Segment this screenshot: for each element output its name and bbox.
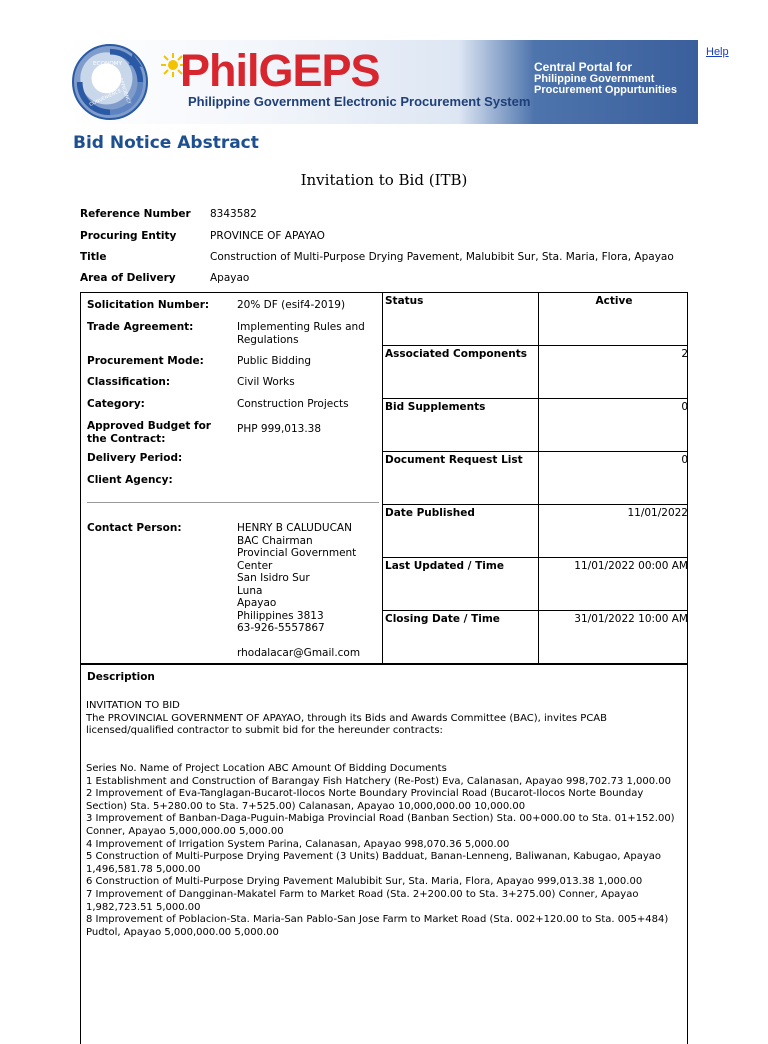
description-line: INVITATION TO BID — [86, 700, 180, 711]
status-badge: Active — [595, 295, 633, 307]
category-value: Construction Projects — [237, 398, 349, 410]
description-section — [80, 664, 688, 1044]
bid-supplements-value: 0 — [681, 401, 688, 413]
description-line: Series No. Name of Project Location ABC Amount Of Bidding Documents — [86, 762, 447, 774]
associated-components-value: 2 — [681, 348, 688, 360]
description-line: 1 Establishment and Construction of Barangay Fish Hatchery (Re-Post) Eva, Calanasan, Apayao 998,702.73 1,000.00 — [86, 775, 672, 787]
banner-tagline: Philippine Government Electronic Procurement System — [188, 94, 531, 109]
closing-date-value: 31/01/2022 10:00 AM — [574, 613, 688, 625]
date-published-cell: Date Published 11/01/2022 — [382, 505, 688, 558]
description-line: The PROVINCIAL GOVERNMENT OF APAYAO, through its Bids and Awards Committee (BAC), invites PCAB licensed/qualified contractor to submit bid for the hereunder contracts: — [86, 712, 611, 737]
procurement-mode-value: Public Bidding — [237, 355, 312, 367]
document-request-cell: Document Request List 0 — [382, 452, 688, 505]
description-line: 4 Improvement of Irrigation System Parina, Calanasan, Apayao 998,070.36 5,000.00 — [86, 838, 510, 850]
ring-word-efficiency: EFFICIENCY — [117, 77, 132, 106]
philgeps-banner — [68, 40, 698, 124]
date-published-value: 11/01/2022 — [627, 507, 688, 519]
solicitation-value: 20% DF (esif4-2019) — [237, 299, 346, 311]
description-line: 8 Improvement of Poblacion-Sta. Maria-San Pablo-San Jose Farm to Market Road (Sta. 002+120.00 to Sta. 005+484) Pudtol, Apayao 5,000,000.00 5,000.00 — [86, 914, 672, 938]
help-link[interactable]: Help — [706, 46, 729, 58]
classification-value: Civil Works — [237, 376, 295, 388]
approved-budget-value: PHP 999,013.38 — [237, 423, 322, 435]
philgeps-seal-logo — [72, 44, 148, 120]
arrow-ring-icon — [74, 46, 146, 118]
document-request-value: 0 — [681, 454, 688, 466]
notice-type-heading: Invitation to Bid (ITB) — [300, 171, 468, 189]
associated-components-cell: Associated Components 2 — [382, 346, 688, 399]
philgeps-wordmark: PhilGEPS — [180, 45, 380, 96]
divider — [87, 502, 379, 503]
closing-date-cell: Closing Date / Time 31/01/2022 10:00 AM — [382, 611, 688, 664]
area-of-delivery-value: Apayao — [210, 272, 250, 284]
details-left-column: Solicitation Number: 20% DF (esif4-2019) Trade Agreement: Implementing Rules and Regulations Procurement Mode: Public Bidding Classification: Civil Works Category: Construction Projects Approved Budget for the Contract: PHP 999,013.38 Delivery Period: Client Agency: Contact Person: HENRY B CALUDUCAN BAC Chairman Provincial Government Center San Isidro Sur Luna Apayao Philippines 3813 63-926-5557867 rhodalacar@Gmail.com — [81, 293, 382, 663]
ring-word-economy: ECONOMY — [92, 60, 123, 67]
description-line: 3 Improvement of Banban-Daga-Puguin-Mabiga Provincial Road (Banban Section) Sta. 00+000.00 to Sta. 01+152.00) Conner, Apayao 5,000,000.00 5,000.00 — [86, 813, 678, 837]
bid-supplements-cell: Bid Supplements 0 — [382, 399, 688, 452]
trade-agreement-value: Implementing Rules and Regulations — [237, 321, 365, 346]
portal-caption: Central Portal for Philippine Government Procurement Oppurtunities — [534, 60, 678, 96]
last-updated-value: 11/01/2022 00:00 AM — [574, 560, 688, 572]
title-value: Construction of Multi-Purpose Drying Pavement, Malubibit Sur, Sta. Maria, Flora, Apayao — [210, 251, 674, 263]
status-cell: Status Active — [382, 293, 688, 346]
contact-person-value: HENRY B CALUDUCAN BAC Chairman Provincial Government Center San Isidro Sur Luna Apayao Philippines 3813 63-926-5557867 rhodalacar@Gmail.com — [237, 522, 377, 660]
description-line: 2 Improvement of Eva-Tanglagan-Bucarot-Ilocos Norte Boundary Provincial Road (Bucarot-Ilocos Norte Bounday Section) Sta. 5+280.00 to Sta. 7+525.00) Calanasan, Apayao 10,000,000.00 10,000.00 — [86, 788, 647, 812]
description-line: 7 Improvement of Dangginan-Makatel Farm to Market Road (Sta. 2+200.00 to Sta. 3+275.00) Conner, Apayao 1,982,723.51 5,000.00 — [86, 888, 642, 913]
description-line: 5 Construction of Multi-Purpose Drying Pavement (3 Units) Badduat, Banan-Lenneng, Baliwanan, Kabugao, Apayao 1,496,581.78 5,000.00 — [86, 851, 665, 875]
description-text — [86, 700, 686, 939]
procuring-entity-value: PROVINCE OF APAYAO — [210, 230, 325, 242]
details-table — [80, 292, 688, 664]
status-panel — [382, 293, 688, 663]
description-label: Description — [87, 671, 155, 683]
last-updated-cell: Last Updated / Time 11/01/2022 00:00 AM — [382, 558, 688, 611]
reference-number-value: 8343582 — [210, 208, 257, 220]
contact-email: rhodalacar@Gmail.com — [237, 647, 361, 659]
ring-word-convenience: CONVENIENCE — [89, 88, 123, 108]
description-line: 6 Construction of Multi-Purpose Drying Pavement Malubibit Sur, Sta. Maria, Flora, Apayao 999,013.38 1,000.00 — [86, 876, 643, 888]
page-title: Bid Notice Abstract — [73, 133, 259, 153]
